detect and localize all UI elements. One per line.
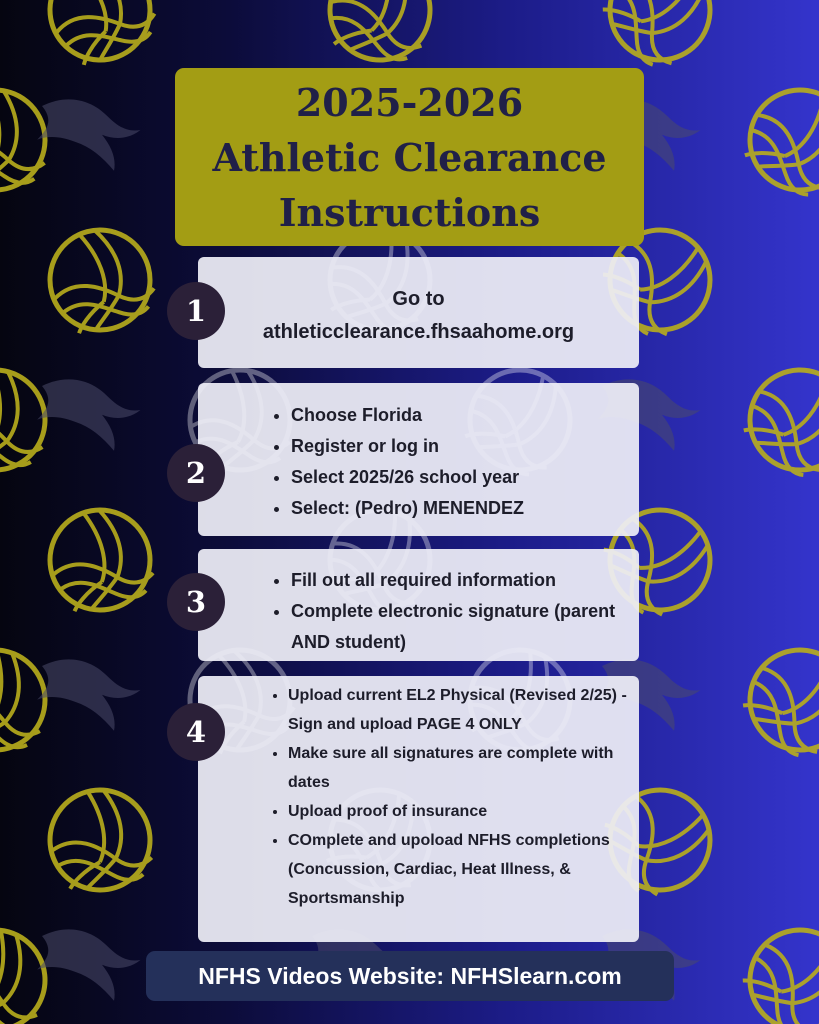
- volleyball-icon: [0, 89, 46, 191]
- volleyball-icon: [730, 910, 819, 1024]
- volleyball-icon: [318, 0, 443, 72]
- step-3-item: • Fill out all required information: [291, 565, 639, 596]
- title-sub: Instructions: [278, 189, 541, 235]
- step-4-item: • Upload current EL2 Physical (Revised 2/25) - Sign and upload PAGE 4 ONLY: [288, 681, 639, 739]
- volleyball-icon: [46, 786, 154, 894]
- step-1-card: [198, 257, 639, 368]
- step-4-list: [198, 676, 639, 913]
- step-1-number: 1: [167, 282, 225, 340]
- step-3-list: [198, 549, 639, 658]
- step-2-item: • Choose Florida: [291, 400, 639, 431]
- step-2-list: [198, 383, 639, 524]
- volleyball-icon: [730, 70, 819, 210]
- title-year: 2025-2026: [295, 79, 524, 125]
- step-2-item: • Register or log in: [291, 431, 639, 462]
- volleyball-icon: [729, 349, 819, 490]
- step-3-item: • Complete electronic signature (parent AND student): [291, 596, 639, 658]
- step-4-card: [198, 676, 639, 942]
- footer-banner: NFHS Videos Website: NFHSlearn.com: [146, 951, 674, 1001]
- step-1-line-1: Go to: [392, 288, 445, 310]
- step-3-number: 3: [167, 573, 225, 631]
- volleyball-icon: [42, 502, 158, 618]
- step-4-item: • Make sure all signatures are complete with dates: [288, 739, 639, 797]
- hawk-icon: [37, 379, 140, 450]
- volleyball-icon: [0, 641, 54, 758]
- step-1-text: [198, 283, 639, 349]
- hawk-icon: [37, 929, 140, 1000]
- step-2-card: [198, 383, 639, 536]
- step-3-card: [198, 549, 639, 661]
- step-4-item: • COmplete and upoload NFHS completions (Concussion, Cardiac, Heat Illness, & Sportsmanship: [288, 826, 639, 913]
- title-main: Athletic Clearance: [212, 134, 607, 180]
- hawk-icon: [37, 99, 140, 170]
- hawk-icon: [37, 659, 140, 730]
- step-2-item: • Select 2025/26 school year: [291, 462, 639, 493]
- volleyball-icon: [39, 219, 161, 341]
- volleyball-icon: [0, 365, 50, 475]
- title-banner: [175, 68, 644, 246]
- step-4-number: 4: [167, 703, 225, 761]
- step-4-item: • Upload proof of insurance: [288, 797, 639, 826]
- volleyball-icon: [729, 629, 819, 770]
- step-1-url: athleticclearance.fhsaahome.org: [262, 321, 575, 343]
- step-2-number: 2: [167, 444, 225, 502]
- step-2-item: • Select: (Pedro) MENENDEZ: [291, 493, 639, 524]
- volleyball-icon: [36, 0, 164, 74]
